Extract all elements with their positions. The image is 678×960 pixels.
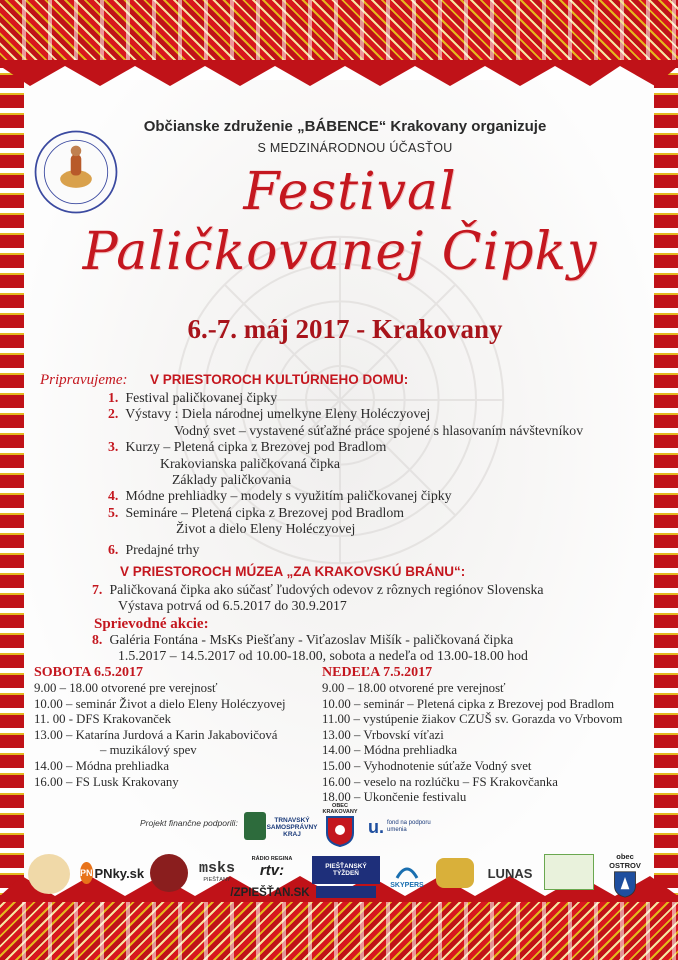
schedule-row: 10.00 – seminár Život a dielo Eleny Holéczyovej [34, 696, 286, 711]
organizer-line: Občianske združenie „BÁBENCE“ Krakovany organizuje [143, 118, 547, 135]
border-zigzag-top [0, 60, 678, 86]
program-list-culture-house [108, 390, 583, 558]
pn-circle-icon: PN [80, 862, 93, 884]
obec-krakovany-logo: OBEC KRAKOVANY [318, 800, 362, 850]
schedule-row: 10.00 – seminár – Pletená cipka z Brezovej pod Bradlom [322, 696, 615, 711]
fpu-u-icon: u. [368, 816, 384, 837]
schedule-row: 13.00 – Vrbovskí víťazi [322, 727, 444, 742]
schedule-row: 11. 00 - DFS Krakovanček [34, 712, 172, 727]
skypers-swirl-icon [394, 860, 420, 882]
list-item: Výstava potrvá od 6.5.2017 do 30.9.2017 [118, 598, 347, 614]
list-item: Základy paličkovania [172, 472, 292, 488]
schedule-row: 14.00 – Módna prehliadka [322, 743, 458, 758]
association-logo [32, 128, 120, 216]
section-accompanying-title: Sprievodné akcie: [94, 616, 209, 632]
obec-ostrov-logo: obec OSTROV [600, 852, 650, 898]
international-line: S MEDZINÁRODNOU ÚČASŤOU [257, 141, 453, 155]
saturday-schedule [34, 664, 324, 790]
list-item: 3. Kurzy – Pletená cipka z Brezovej pod Bradlom [108, 439, 387, 455]
theatre-masks-icon [436, 858, 474, 888]
sunday-schedule [322, 664, 642, 806]
zpiestan-logo: /ZPIEŠŤAN.SK [230, 887, 310, 899]
ostrov-coat-of-arms-icon [611, 870, 639, 898]
list-item: 7. Paličkovaná čipka ako súčasť ľudových odevov z rôznych regiónov Slovenska [92, 582, 544, 597]
list-item: Krakovianska paličkovaná čipka [160, 455, 341, 471]
list-item: 1.5.2017 – 14.5.2017 od 10.00-18.00, sobota a nedeľa od 13.00-18.00 hod [118, 648, 528, 664]
schedule-row: 16.00 – veselo na rozlúčku – FS Krakovčanka [322, 774, 558, 789]
red-seal-icon [150, 854, 188, 892]
skypers-logo: SKYPERS [384, 856, 430, 892]
list-item: 8. Galéria Fontána - MsKs Piešťany - Viťazoslav Mišík - paličkovaná čipka [92, 632, 514, 647]
list-item: 5. Semináre – Pletená cipka z Brezovej pod Bradlom [108, 504, 404, 520]
saturday-title: SOBOTA 6.5.2017 [34, 665, 144, 680]
piestansky-tyzden-logo: PIEŠŤANSKÝ TÝŽDEŇ [312, 856, 380, 884]
partner-green-logo-icon [544, 854, 594, 890]
schedule-row: 11.00 – vystúpenie žiakov CZUŠ sv. Gorazda vo Vrbovom [322, 712, 623, 727]
program-list-accompanying [92, 632, 528, 665]
woven-border-top [0, 0, 678, 62]
msks-logo: msks PIEŠŤANY [198, 859, 235, 883]
section-culture-house-title: V PRIESTOROCH KULTÚRNEHO DOMU: [150, 372, 409, 387]
schedule-row: 16.00 – FS Lusk Krakovany [34, 774, 179, 789]
festival-title-line1: Festival [243, 162, 457, 222]
list-item: Život a dielo Eleny Holéczyovej [176, 521, 356, 537]
partner-emblem-icon [28, 854, 70, 894]
woven-border-left [0, 60, 24, 902]
schedule-row: – muzikálový spev [100, 743, 197, 758]
schedule-row: 13.00 – Katarína Jurdová a Karin Jakabovičová [34, 727, 278, 742]
woven-border-right [654, 60, 678, 902]
sponsors-label: Projekt finančne podporili: [140, 818, 238, 828]
krakovany-coat-of-arms-icon [325, 815, 355, 847]
list-item: 2. Výstavy : Diela národnej umelkyne Eleny Holéczyovej [108, 406, 431, 422]
schedule-row: 14.00 – Módna prehliadka [34, 758, 170, 773]
schedule-row: 18.00 – Ukončenie festivalu [322, 790, 467, 805]
list-item: 6. Predajné trhy [108, 541, 200, 557]
sunday-title: NEDEĽA 7.5.2017 [322, 665, 433, 680]
list-item: 4. Módne prehliadky – modely s využitím paličkovanej čipky [108, 488, 452, 504]
ttsk-logo: TRNAVSKÝ SAMOSPRÁVNY KRAJ [266, 816, 318, 838]
ttsk-shield-icon [244, 812, 266, 840]
fond-na-podporu-umenia-logo: u. fond na podporu umenia [368, 816, 431, 837]
woven-border-bottom [0, 900, 678, 960]
list-item: Vodný svet – vystavené súťažné práce spojené s hlasovaním návštevníkov [174, 422, 584, 438]
radio-rtv-logo: RÁDIO REGINA rtv: [251, 855, 293, 879]
pnky-logo: PN PNky.sk [80, 860, 144, 886]
date-place: 6.-7. máj 2017 - Krakovany [187, 314, 503, 344]
prep-label: Pripravujeme: [40, 372, 128, 388]
lunas-logo: LUNAS [487, 865, 533, 881]
schedule-row: 15.00 – Vyhodnotenie súťaže Vodný svet [322, 758, 532, 773]
section-museum-title: V PRIESTOROCH MÚZEA „ZA KRAKOVSKÚ BRÁNU“: [120, 564, 466, 579]
sponsor-banner-icon [316, 886, 376, 898]
festival-title-line2: Paličkovanej Čipky [82, 222, 598, 282]
schedule-row: 9.00 – 18.00 otvorené pre verejnosť [322, 681, 506, 695]
schedule-row: 9.00 – 18.00 otvorené pre verejnosť [34, 681, 218, 695]
program-list-museum [92, 582, 544, 615]
list-item: 1. Festival paličkovanej čipky [108, 390, 278, 405]
